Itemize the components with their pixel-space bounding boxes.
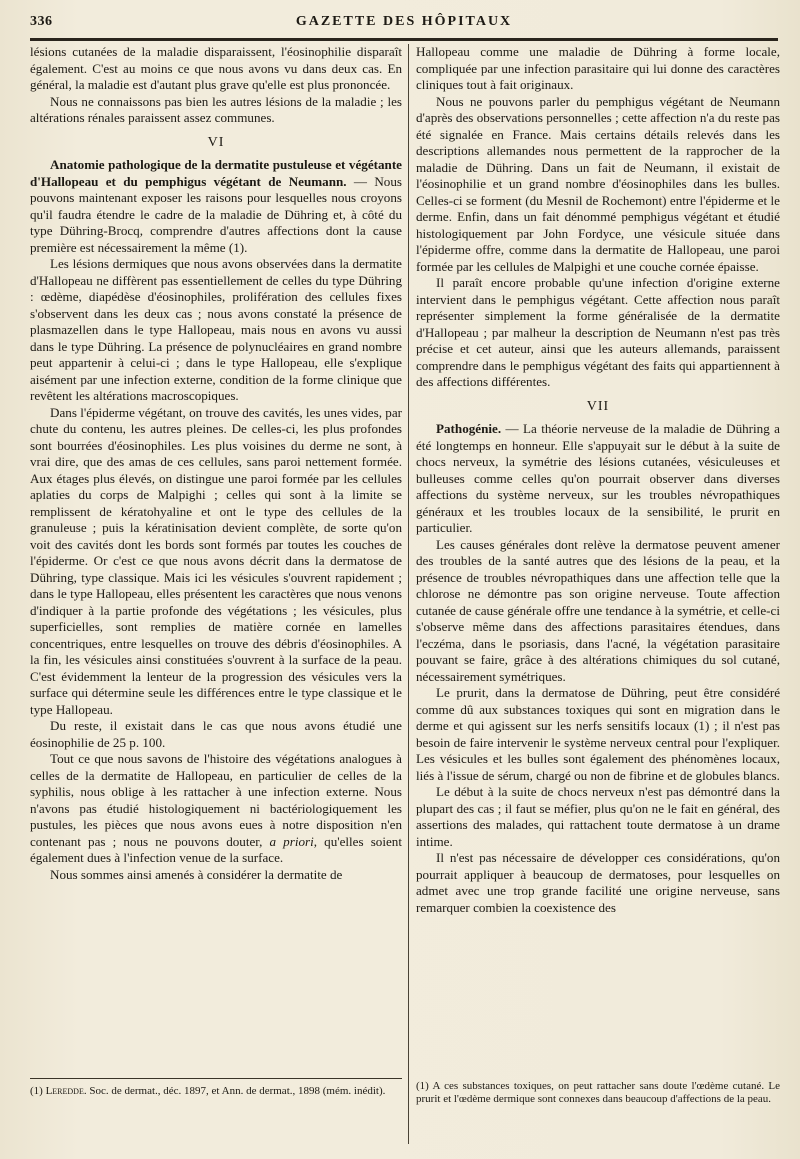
page-header bbox=[30, 10, 778, 36]
right-column bbox=[416, 44, 780, 916]
left-footnote-text bbox=[30, 1085, 402, 1098]
left-paragraph-6: Du reste, il existait dans le cas que nous avons étudié une éosinophilie de 25 p. 100. bbox=[30, 718, 402, 750]
left-paragraph-8: Nous sommes ainsi amenés à considérer la dermatite de bbox=[50, 866, 343, 882]
right-paragraph-4-text: — La théorie nerveuse de la maladie de Dühring a été longtemps en honneur. Elle s'appuyait sur le début à la suite de chocs nerveux, la symétrie des lésions cutanées, vésiculeuses et bulleuses comme celles qu'on pourrait observer dans diverses affections du système nerveux, sur les troubles névropathiques généraux et les troubles locaux de la sensibilité, le prurit en particulier. bbox=[416, 421, 780, 535]
section-title-anatomie: Anatomie pathologique de la dermatite pustuleuse et végétante d'Hallopeau et du pemphigus végétant de Neumann. bbox=[30, 157, 402, 189]
right-paragraph-1: Hallopeau comme une maladie de Dühring à forme locale, compliquée par une infection parasitaire qui lui donne des caractères cliniques tout à fait originaux. bbox=[416, 44, 780, 92]
page-number: 336 bbox=[30, 14, 53, 29]
left-footnote-marker: (1) bbox=[30, 1085, 46, 1097]
left-footnote bbox=[30, 1078, 402, 1098]
left-footnote-body: . Soc. de dermat., déc. 1897, et Ann. de dermat., 1898 (mém. inédit). bbox=[83, 1085, 386, 1097]
column-divider bbox=[408, 44, 409, 1144]
right-paragraph-5: Les causes générales dont relève la dermatose peuvent amener des troubles de la santé autres que des lésions de la peau, et la présence de troubles névropathiques dans une affection telle que la chlorose ne démontre pas son origine nerveuse. Toute affection cutanée de cause générale offre une tendance à la symétrie, et celle-ci s'observe même dans des affections parasitaires étendues, dans l'eczéma, dans le psoriasis, dans l'acné, la végétation parasitaire pouvant se faire, grâce à des altérations chimiques du sol cutané, nécessairement symétriques. bbox=[416, 536, 780, 684]
left-paragraph-7-b: , qu'elles soient également dues à l'infection venue de la surface. bbox=[30, 833, 402, 865]
section-heading-vi: VI bbox=[207, 134, 225, 150]
left-paragraph-3-text: — Nous pouvons maintenant exposer les raisons pour lesquelles nous croyons qu'il faudra étendre le cadre de la maladie de Dühring et, à côté du type Dühring-Brocq, comprendre d'autres affections dont la cause première est nécessairement la même (1). bbox=[30, 173, 402, 255]
left-paragraph-7-a: Tout ce que nous savons de l'histoire des végétations analogues à celles de la dermatite de Hallopeau, en particulier de celles de la syphilis, nous oblige à les rattacher à une infection externe. Nous n'avons pas étudié histologiquement ni bactériologiquement les pustules, les pièces que nous avons eues à notre disposition n'en contenant pas ; nous ne pouvons douter, bbox=[30, 751, 402, 849]
header-rule bbox=[30, 38, 778, 41]
right-paragraph-7: Le début à la suite de chocs nerveux n'est pas démontré dans la plupart des cas ; il faut se méfier, plus qu'on ne le fait en général, des assertions des malades, qui rattachent toute dermatose à un drame intime. bbox=[416, 784, 780, 849]
right-paragraph-2: Nous ne pouvons parler du pemphigus végétant de Neumann d'après des observations personnelles ; cette affection n'a du reste pas été signalée en France. Mais certains détails relevés dans les descriptions allemandes nous permettent de la rapprocher de la maladie de Dühring. Dans un fait de Neumann, il existait de l'éosinophilie et un grand nombre d'éosinophiles dans les bulles. Celles-ci se forment (du Mesnil de Rochemont) entre l'épiderme et le derme. Enfin, dans un fait dénommé pemphigus végétant et étudié histologiquement par John Fordyce, une vésicule située dans l'épiderme offre, comme dans la dermatite de Hallopeau, une paroi formée par les cellules de Malpighi et une couche cornée épaisse. bbox=[416, 93, 780, 274]
left-footnote-author: Leredde bbox=[45, 1085, 84, 1097]
left-paragraph-2: Nous ne connaissons pas bien les autres lésions de la maladie ; les altérations rénales paraissent assez communes. bbox=[30, 93, 402, 125]
left-paragraph-1: lésions cutanées de la maladie disparaissent, l'éosinophilie disparaît également. C'est au moins ce que nous avons vu dans deux cas. En général, la maladie est d'autant plus grave qu'elle est plus prononcée. bbox=[30, 44, 402, 92]
right-paragraph-4 bbox=[416, 421, 780, 537]
left-paragraph-4: Les lésions dermiques que nous avons observées dans la dermatite d'Hallopeau ne diffèrent pas essentiellement de celles du type Dühring : œdème, diapédèse d'éosinophiles, prolifération des cellules fixes s'observent dans les deux cas ; nous avons constaté la présence de plasmazellen dans le type Hallopeau, mais nous en avons vu aussi dans le type Dühring. La présence de polynucléaires en grand nombre peut appartenir à celui-ci ; dans le type Hallopeau, elle s'explique aisément par une infection externe, condition de la forme clinique que revêtent les altérations macroscopiques. bbox=[30, 256, 402, 403]
left-paragraph-5: Dans l'épiderme végétant, on trouve des cavités, les unes vides, par chute du contenu, les autres pleines. De celles-ci, les plus profondes sont bourrées d'éosinophiles. Les plus voisines du derme ne sont, à vrai dire, que des amas de ces cellules, sans paroi nettement formée. Aux étages plus élevés, on distingue une paroi formée par les cellules aplaties du corps de Malpighi ; celles qui sont à la limite se remplissent de kératohyaline et ont le type des cellules de la granuleuse ; puis la kératinisation devient complète, de sorte qu'on voit des cavités dont les bords sont formés par toutes les couches de l'épiderme. Or c'est ce que nous avons décrit dans la dermatose de Dühring, type classique. Mais ici les vésicules s'ouvrent rapidement ; dans le type Hallopeau, elles présentent les caractères que nous venons d'indiquer à la partie profonde des végétations ; les vésicules, plus superficielles, sont remplies de matière cornée en lamelles concentriques, entre lesquelles on trouve des débris d'éosinophiles. A la fin, les vésicules ainsi constituées s'ouvrent à la surface de la peau. C'est évidemment la lenteur de la progression des vésicules vers la surface qui détermine seule les différences entre le type classique et le type Hallopeau. bbox=[30, 404, 402, 717]
right-paragraph-8: Il n'est pas nécessaire de développer ces considérations, qu'on pourrait appliquer à beaucoup de dermatoses, pour lesquelles on admet avec une trop grande facilité une origine nerveuse, sans remarquer combien la coexistence des bbox=[416, 850, 780, 915]
left-paragraph-3 bbox=[30, 157, 402, 256]
right-paragraph-6: Le prurit, dans la dermatose de Dühring, peut être considéré comme dû aux substances toxiques qui sont en migration dans le derme et qui agissent sur les nerfs sensitifs locaux (1) ; il n'est pas besoin de faire intervenir le système nerveux central pour l'expliquer. Les vésicules et les bulles sont également des phénomènes locaux, liés à l'issue de sérum, chargé ou non de fibrine et de globules blancs. bbox=[416, 685, 780, 783]
right-footnote bbox=[416, 1080, 780, 1106]
footnote-rule bbox=[30, 1078, 402, 1079]
left-column bbox=[30, 44, 402, 883]
right-footnote-text: (1) A ces substances toxiques, on peut rattacher sans doute l'œdème cutané. Le prurit et l'œdème dermique sont connexes dans beaucoup d'affections de la peau. bbox=[416, 1080, 780, 1105]
running-title: GAZETTE DES HÔPITAUX bbox=[295, 14, 513, 29]
left-paragraph-7-italic: a priori bbox=[269, 833, 314, 849]
left-paragraph-7 bbox=[30, 751, 402, 867]
section-heading-vii: VII bbox=[586, 398, 610, 414]
section-title-pathogenie: Pathogénie. bbox=[436, 421, 502, 436]
right-paragraph-3: Il paraît encore probable qu'une infection d'origine externe intervient dans le pemphigus végétant. Cette affection nous paraît représenter simplement la forme généralisée de la dermatite d'Hallopeau ; par malheur la description de Neumann n'est pas très précise et cet auteur, ainsi que les auteurs allemands, paraissent comprendre dans le pemphigus végétant des faits qui appartiennent à des affections différentes. bbox=[416, 275, 780, 389]
